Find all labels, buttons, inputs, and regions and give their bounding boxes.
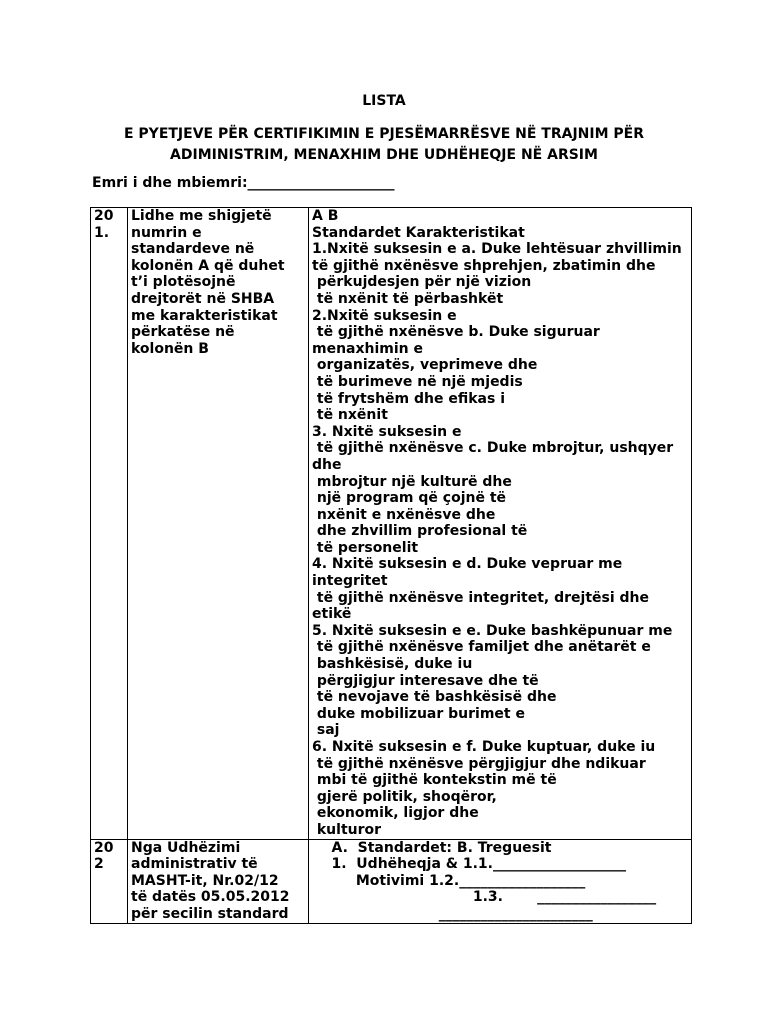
cell-line: 3. Nxitë suksesin e — [312, 423, 462, 440]
question-number-cell — [91, 839, 128, 923]
cell-line: t’i plotësojnë — [131, 274, 236, 291]
cell-line: Nga Udhëzimi — [131, 839, 241, 856]
cell-line: Standardet Karakteristikat — [312, 224, 525, 241]
cell-line: 2 — [94, 856, 104, 873]
cell-line: të gjithë nxënësve c. Duke mbrojtur, ushqyer — [312, 440, 674, 457]
cell-line: kolonën B — [131, 340, 209, 357]
cell-line: kulturor — [312, 821, 382, 838]
cell-line: të personelit — [312, 539, 419, 556]
cell-line: 5. Nxitë suksesin e e. Duke bashkëpunuar me — [312, 622, 673, 639]
table-row — [91, 208, 692, 840]
answer-cell — [309, 208, 692, 840]
table-row — [91, 839, 692, 923]
cell-line: 6. Nxitë suksesin e f. Duke kuptuar, duke iu — [312, 739, 656, 755]
cell-line: nxënit e nxënësve dhe — [312, 506, 496, 523]
cell-line: përkatëse në — [131, 324, 235, 341]
cell-line: gjerë politik, shoqëror, — [312, 788, 497, 805]
question-number-cell — [91, 208, 128, 840]
cell-line: 1.Nxitë suksesin e a. Duke lehtësuar zhvillimin — [312, 241, 682, 258]
cell-line: 1.3. _________________ — [312, 889, 657, 906]
cell-line: kolonën A që duhet — [131, 257, 285, 274]
question-text-cell — [128, 839, 309, 923]
cell-line: A. Standardet: B. Treguesit — [312, 839, 552, 856]
cell-line: të gjithë nxënësve familjet dhe anëtarët e — [312, 639, 651, 656]
cell-line: integritet — [312, 573, 388, 590]
cell-line: etikë — [312, 606, 352, 623]
cell-line: bashkësisë, duke iu — [312, 656, 473, 673]
document-title: LISTA — [362, 93, 406, 109]
cell-line: të burimeve në një mjedis — [312, 373, 523, 390]
cell-line: drejtorët në SHBA — [131, 290, 275, 307]
cell-line: një program që çojnë të — [312, 490, 507, 507]
cell-line: të gjithë nxënësve b. Duke siguruar — [312, 324, 600, 341]
cell-line: administrativ të — [131, 856, 258, 873]
cell-line: të nevojave të bashkësisë dhe — [312, 689, 557, 706]
cell-line: dhe — [312, 456, 342, 473]
cell-line: dhe zhvillim profesional të — [312, 523, 528, 540]
cell-line: A B — [312, 208, 339, 224]
cell-line: 4. Nxitë suksesin e d. Duke vepruar me — [312, 556, 623, 573]
cell-line: 2.Nxitë suksesin e — [312, 307, 457, 324]
cell-line: me karakteristikat — [131, 307, 278, 324]
cell-line: organizatës, veprimeve dhe — [312, 357, 538, 374]
cell-line: Lidhe me shigjetë — [131, 208, 272, 224]
cell-line: të frytshëm dhe efikas i — [312, 390, 505, 407]
cell-line: të gjithë nxënësve përgjigjur dhe ndikuar — [312, 755, 646, 772]
document-subtitle — [0, 124, 768, 166]
cell-line: ekonomik, ligjor dhe — [312, 805, 479, 822]
cell-line: MASHT-it, Nr.02/12 — [131, 872, 279, 889]
subtitle-line: ADIMINISTRIM, MENAXHIM DHE UDHËHEQJE NË ARSIM — [170, 147, 598, 163]
questions-table — [90, 207, 692, 924]
cell-line: menaxhimin e — [312, 340, 424, 357]
question-text-cell — [128, 208, 309, 840]
cell-line: standardeve në — [131, 241, 255, 258]
cell-line: 20 — [94, 208, 114, 224]
cell-line: mbrojtur një kulturë dhe — [312, 473, 512, 490]
cell-line: të gjithë nxënësve integritet, drejtësi dhe — [312, 589, 650, 606]
cell-line: për secilin standard — [131, 905, 289, 922]
cell-line: mbi të gjithë kontekstin më të — [312, 772, 557, 789]
answer-cell — [309, 839, 692, 923]
subtitle-line: E PYETJEVE PËR CERTIFIKIMIN E PJESËMARRËSVE NË TRAJNIM PËR — [123, 126, 644, 142]
cell-line: përkujdesjen për një vizion — [312, 274, 532, 291]
cell-line: të nxënit të përbashkët — [312, 290, 504, 307]
cell-line: 20 — [94, 839, 114, 856]
cell-line: 1. — [94, 224, 110, 241]
cell-line: duke mobilizuar burimet e — [312, 705, 525, 722]
name-field: Emri i dhe mbiemri:_____________________ — [92, 175, 395, 191]
cell-line: 1. Udhëheqja & 1.1.___________________ — [312, 856, 626, 873]
cell-line: të gjithë nxënësve shprehjen, zbatimin dhe — [312, 257, 656, 274]
cell-line: të datës 05.05.2012 — [131, 889, 290, 906]
cell-line: të nxënit — [312, 407, 388, 424]
cell-line: Motivimi 1.2.__________________ — [312, 872, 586, 889]
cell-line: numrin e — [131, 224, 202, 241]
cell-line: përgjigjur interesave dhe të — [312, 672, 539, 689]
cell-line: saj — [312, 722, 340, 739]
cell-line: ______________________ — [312, 905, 593, 922]
